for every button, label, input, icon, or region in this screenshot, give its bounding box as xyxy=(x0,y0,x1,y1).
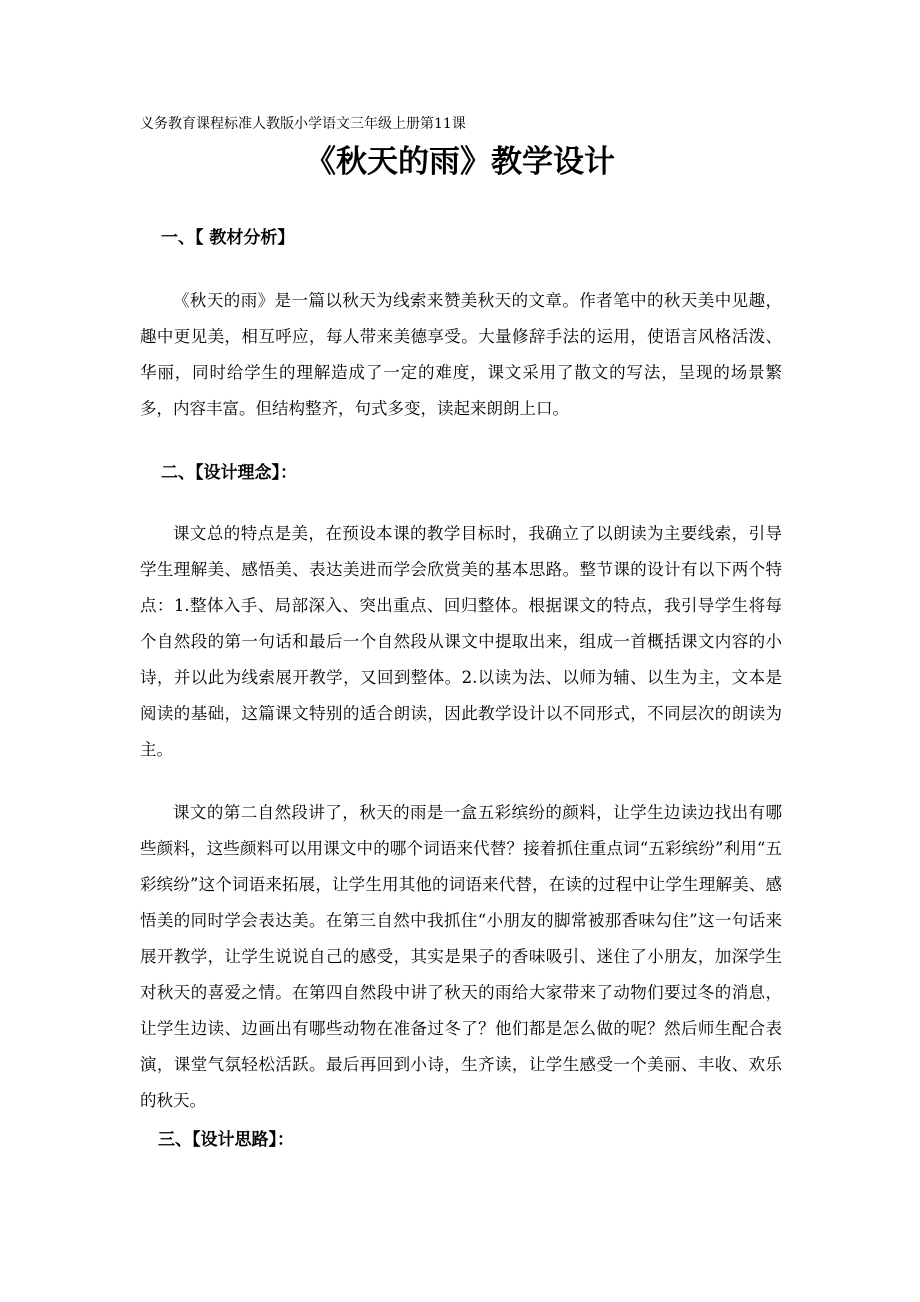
document-subtitle: 义务教育课程标准人教版小学语文三年级上册第11课 xyxy=(140,116,466,132)
paragraph-design-concept: 课文总的特点是美，在预设本课的教学目标时，我确立了以朗读为主要线索，引导学生理解美、感悟美、表达美进而学会欣赏美的基本思路。整节课的设计有以下两个特点：1.整体入手、局部深入、突出重点、回归整体。根据课文的特点，我引导学生将每个自然段的第一句话和最后一个自然段从课文中提取出来，组成一首概括课文内容的小诗，并以此为线索展开教学，又回到整体。2.以读为法、以师为辅、以生为主，文本是阅读的基础，这篇课文特别的适合朗读，因此教学设计以不同形式，不同层次的朗读为主。 xyxy=(140,524,782,759)
section-heading-design-concept: 二、【设计理念】： xyxy=(161,463,297,483)
paragraph-design-concept-detail: 课文的第二自然段讲了，秋天的雨是一盒五彩缤纷的颜料，让学生边读边找出有哪些颜料，这些颜料可以用课文中的哪个词语来代替？接着抓住重点词“五彩缤纷”利用“五彩缤纷”这个词语来拓展，让学生用其他的词语来代替，在读的过程中让学生理解美、感悟美的同时学会表达美。在第三自然中我抓住“小朋友的脚常被那香味勾住”这一句话来展开教学，让学生说说自己的感受，其实是果子的香味吸引、迷住了小朋友，加深学生对秋天的喜爱之情。在第四自然段中讲了秋天的雨给大家带来了动物们要过冬的消息，让学生边读、边画出有哪些动物在准备过冬了？他们都是怎么做的呢？然后师生配合表演，课堂气氛轻松活跃。最后再回到小诗，生齐读，让学生感受一个美丽、丰收、欢乐的秋天。 xyxy=(140,803,782,1110)
document-title: 《秋天的雨》教学设计 xyxy=(305,144,615,180)
section-heading-design-ideas: 三、【设计思路】： xyxy=(158,1130,294,1150)
paragraph-textbook-analysis: 《秋天的雨》是一篇以秋天为线索来赞美秋天的文章。作者笔中的秋天美中见趣，趣中更见美，相互呼应，每人带来美德享受。大量修辞手法的运用，使语言风格活泼、华丽，同时给学生的理解造成了一定的难度，课文采用了散文的写法，呈现的场景繁多，内容丰富。但结构整齐，句式多变，读起来朗朗上口。 xyxy=(140,291,782,418)
section-heading-textbook-analysis: 一、【 教材分析】 xyxy=(161,228,295,248)
